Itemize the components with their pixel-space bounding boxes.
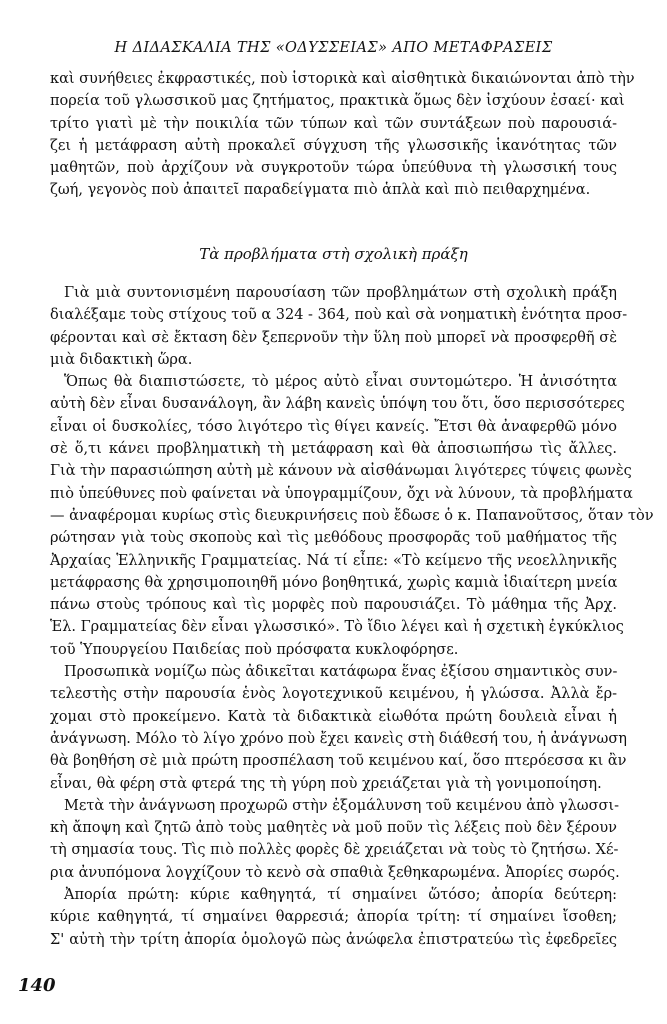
text-line: Σ' αὐτὴ τὴν τρίτη ἀπορία ὁμολογῶ πὼς ἀνώφελα ἐπιστρατεύω τὶς ἐφεδρεῖες xyxy=(50,931,617,948)
text-line: — ἀναφέρομαι κυρίως στὶς διευκρινήσεις ποὺ ἔδωσε ὁ κ. Παπανοῦτσος, ὅταν τὸν xyxy=(50,507,654,524)
body-text xyxy=(50,282,654,951)
text-line: φέρονται καὶ σὲ ἔκταση δὲν ξεπερνοῦν τὴν ὕλη ποὺ μπορεῖ νὰ προσφερθῆ σὲ xyxy=(50,329,617,346)
text-line: κὴ ἄποψη καὶ ζητῶ ἀπὸ τοὺς μαθητὲς νὰ μοῦ ποῦν τὶς λέξεις ποὺ δὲν ξέρουν xyxy=(50,820,617,837)
text-line: ζωή, γεγονὸς ποὺ ἀπαιτεῖ παραδείγματα πιὸ ἁπλὰ καὶ πιὸ πειθαρχημένα. xyxy=(50,182,591,199)
text-line: ἀνάγνωση. Μόλο τὸ λίγο χρόνο ποὺ ἔχει κανεὶς στὴ διάθεσή του, ἡ ἀνάγνωση xyxy=(50,730,627,747)
text-line: τελεστὴς στὴν παρουσία ἑνὸς λογοτεχνικοῦ κειμένου, ἡ γλώσσα. Ἀλλὰ ἔρ- xyxy=(50,686,617,703)
text-line: εἶναι, θὰ φέρη στὰ φτερά της τὴ γύρη ποὺ χρειάζεται γιὰ τὴ γονιμοποίηση. xyxy=(50,775,602,792)
text-line: τὴ σημασία τους. Τὶς πιὸ πολλὲς φορὲς δὲ χρειάζεται νὰ τοὺς τὸ ζητήσω. Χέ- xyxy=(50,842,619,859)
text-line: ρώτησαν γιὰ τοὺς σκοποὺς καὶ τὶς μεθόδους προσφορᾶς τοῦ μαθήματος τῆς xyxy=(50,530,617,547)
text-line: μετάφρασης θὰ χρησιμοποιηθῆ μόνο βοηθητικά, χωρὶς καμιὰ ἰδιαίτερη μνεία xyxy=(50,574,618,591)
text-line: Ἀπορία πρώτη: κύριε καθηγητά, τί σημαίνει ὥτόσο; ἀπορία δεύτερη: xyxy=(64,887,617,904)
text-line: κύριε καθηγητά, τί σημαίνει θαρρεσιά; ἀπορία τρίτη: τί σημαίνει ἴσοθεη; xyxy=(50,909,617,926)
text-line: μαθητῶν, ποὺ ἀρχίζουν νὰ συγκροτοῦν τώρα ὑπεύθυνα τὴ γλωσσική τους xyxy=(50,160,617,177)
text-line: διαλέξαμε τοὺς στίχους τοῦ α 324 - 364, ποὺ καὶ σὰ νοηματικὴ ἑνότητα προσ- xyxy=(50,307,628,324)
text-line: ρια ἀνυπόμονα λογχίζουν τὸ κενὸ σὰ σπαθιὰ ξεθηκαρωμένα. Ἀπορίες σωρός. xyxy=(50,864,620,881)
text-line: εἶναι οἱ δυσκολίες, τόσο λιγότερο τὶς θίγει κανείς. Ἔτσι θὰ ἀναφερθῶ μόνο xyxy=(50,418,617,435)
section-title: Τὰ προβλήματα στὴ σχολικὴ πράξη xyxy=(199,245,468,263)
text-line: Μετὰ τὴν ἀνάγνωση προχωρῶ στὴν ἐξομάλυνση τοῦ κειμένου ἀπὸ γλωσσι- xyxy=(64,797,619,814)
text-line: τοῦ Ὑπουργείου Παιδείας ποὺ πρόσφατα κυκλοφόρησε. xyxy=(50,641,459,658)
text-line: αὐτὴ δὲν εἶναι δυσανάλογη, ἂν λάβη κανεὶς ὑπόψη του ὅτι, ὅσο περισσότερες xyxy=(50,396,625,413)
text-line: πορεία τοῦ γλωσσικοῦ μας ζητήματος, πρακτικὰ ὅμως δὲν ἰσχύουν ἐσαεί· καὶ xyxy=(50,93,625,110)
page-number: 140 xyxy=(18,975,56,996)
intro-paragraph xyxy=(50,68,635,202)
text-line: Ἀρχαίας Ἑλληνικῆς Γραμματείας. Νά τί εἶπε: «Τὸ κείμενο τῆς νεοελληνικῆς xyxy=(50,552,617,569)
text-line: Ὅπως θὰ διαπιστώσετε, τὸ μέρος αὐτὸ εἶναι συντομώτερο. Ἡ ἀνισότητα xyxy=(64,374,617,391)
text-line: Γιὰ μιὰ συντονισμένη παρουσίαση τῶν προβλημάτων στὴ σχολικὴ πράξη xyxy=(64,285,617,301)
text-line: τρίτο γιατὶ μὲ τὴν ποικιλία τῶν τύπων καὶ τῶν συντάξεων ποὺ παρουσιά- xyxy=(50,115,617,132)
text-line: θὰ βοηθήση σὲ μιὰ πρώτη προσπέλαση τοῦ κειμένου καί, ὅσο πτερόεσσα κι ἂν xyxy=(50,753,627,770)
running-header: Η ΔΙΔΑΣΚΑΛΙΑ ΤΗΣ «ΟΔΥΣΣΕΙΑΣ» ΑΠΟ ΜΕΤΑΦΡΑΣΕΙΣ xyxy=(114,40,553,56)
text-line: πάνω στοὺς τρόπους καὶ τὶς μορφὲς ποὺ παρουσιάζει. Τὸ μάθημα τῆς Ἀρχ. xyxy=(50,597,617,614)
text-line: σὲ ὅ,τι κάνει προβληματικὴ τὴ μετάφραση καὶ θὰ ἀποσιωπήσω τὶς ἄλλες. xyxy=(50,441,617,458)
text-line: Γιὰ τὴν παρασιώπηση αὐτὴ μὲ κάνουν νὰ αἰσθάνωμαι λιγότερες τύψεις φωνὲς xyxy=(50,463,632,480)
text-line: ζει ἡ μετάφραση αὐτὴ προκαλεῖ σύγχυση τῆς γλωσσικῆς ἱκανότητας τῶν xyxy=(50,137,617,154)
text-line: πιὸ ὑπεύθυνες ποὺ φαίνεται νὰ ὑπογραμμίζουν, ὄχι νὰ λύνουν, τὰ προβλήματα xyxy=(50,485,633,502)
text-line: Ἑλ. Γραμματείας δὲν εἶναι γλωσσικό». Τὸ ἴδιο λέγει καὶ ἡ σχετικὴ ἐγκύκλιος xyxy=(50,619,624,636)
text-line: Προσωπικὰ νομίζω πὼς ἀδικεῖται κατάφωρα ἕνας ἐξίσου σημαντικὸς συν- xyxy=(64,664,618,681)
text-line: μιὰ διδακτικὴ ὥρα. xyxy=(50,351,193,368)
text-line: χομαι στὸ προκείμενο. Κατὰ τὰ διδακτικὰ εἰωθότα πρώτη δουλειὰ εἶναι ἡ xyxy=(50,708,617,725)
text-line: καὶ συνήθειες ἐκφραστικές, ποὺ ἱστορικὰ καὶ αἰσθητικὰ δικαιώνονται ἀπὸ τὴν xyxy=(50,71,635,87)
